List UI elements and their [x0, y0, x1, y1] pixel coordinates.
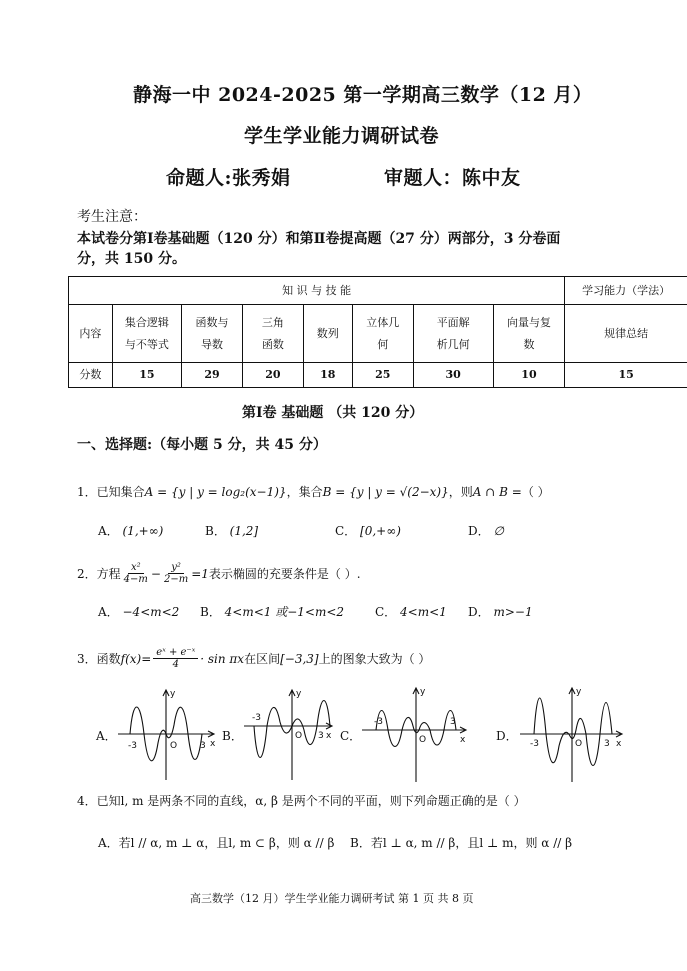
axis-label-x: x [460, 735, 466, 745]
q3-option-a[interactable]: A． [96, 729, 117, 743]
origin-label: O [575, 739, 583, 749]
page-footer: 高三数学（12 月）学生学业能力调研考试 第 1 页 共 8 页 [190, 892, 474, 905]
question-1: 1．已知集合A = {y | y = log₂(x−1)}，集合B = {y | y = √(2−x)}，则A ∩ B =（ ） [77, 485, 550, 499]
question-4: 4．已知l, m 是两条不同的直线，α, β 是两个不同的平面，则下列命题正确的是（ ） [77, 794, 526, 808]
axis-label-x: x [210, 739, 216, 749]
tick-pos3: 3 [318, 731, 324, 741]
exam-subtitle: 学生学业能力调研试卷 [244, 125, 440, 147]
axis-label-y: y [576, 687, 582, 697]
knowledge-skills-header: 知 识 与 技 能 [69, 277, 565, 305]
score-table [68, 276, 687, 388]
exam-title: 静海一中 2024-2025 第一学期高三数学（12 月） [133, 84, 593, 106]
ability-header: 学习能力（学法） [565, 277, 687, 305]
axis-label-y: y [170, 689, 176, 699]
q3-graph-b [244, 688, 336, 780]
score-cell: 18 [303, 363, 352, 388]
axis-label-y: y [420, 687, 426, 697]
axis-label-y: y [296, 689, 302, 699]
score-row-label: 分数 [69, 363, 113, 388]
axis-label-x: x [326, 731, 332, 741]
q4-option-b[interactable]: B．若l ⊥ α, m // β，且l ⊥ m，则 α // β [350, 836, 573, 850]
author-label: 命题人:张秀娟 [166, 167, 291, 189]
q2-option-b[interactable]: B． 4<m<1 或−1<m<2 [200, 605, 345, 619]
score-cell: 20 [242, 363, 303, 388]
q3-fraction: $\frac{\text{eˣ + e⁻ˣ}}{4}$ [153, 647, 198, 670]
notice-line-2: 分，共 150 分。 [77, 251, 186, 267]
q1-option-a[interactable]: A． (1,+∞) [98, 524, 164, 538]
question-3: 3． 函数 f(x)= $\frac{\text{eˣ + e⁻ˣ}}{4}$ · sin πx 在区间 [−3,3] 上的图象大致为（ ） [77, 647, 431, 670]
q1-option-c[interactable]: C． [0,+∞) [335, 524, 401, 538]
tick-pos3: 3 [604, 739, 610, 749]
origin-label: O [295, 731, 303, 741]
score-cell: 30 [413, 363, 493, 388]
q1-option-b[interactable]: B． (1,2] [205, 524, 259, 538]
notice-line-1: 本试卷分第Ⅰ卷基础题（120 分）和第Ⅱ卷提高题（27 分）两部分，3 分卷面 [77, 231, 561, 247]
volume-title: 第Ⅰ卷 基础题 （共 120 分） [242, 405, 424, 421]
score-cell: 29 [182, 363, 243, 388]
q3-option-d[interactable]: D． [496, 729, 518, 743]
q3-graph-d [520, 686, 626, 782]
reviewer-label: 审题人：陈中友 [384, 167, 521, 189]
q3-option-c[interactable]: C． [340, 729, 362, 743]
q2-option-a[interactable]: A． −4<m<2 [98, 605, 180, 619]
part-title: 一、选择题:（每小题 5 分，共 45 分） [77, 437, 327, 453]
q3-graph-a [118, 688, 218, 780]
notice-label: 考生注意： [77, 209, 147, 225]
content-row-label: 内容 [69, 305, 113, 363]
q3-graph-c [362, 686, 470, 782]
q1-option-d[interactable]: D． ∅ [468, 524, 504, 538]
origin-label: O [419, 735, 427, 745]
score-cell: 25 [352, 363, 413, 388]
q3-option-b[interactable]: B． [222, 729, 243, 743]
col-rule-summary: 规律总结 [565, 305, 687, 363]
tick-neg3: -3 [530, 739, 539, 749]
q2-fraction-1: x² 4−m [123, 562, 148, 585]
tick-pos3: 3 [450, 717, 456, 727]
tick-neg3: -3 [128, 741, 137, 751]
col-solid-geometry: 立体几 何 [352, 305, 413, 363]
col-trig: 三角 函数 [242, 305, 303, 363]
tick-neg3: -3 [252, 713, 261, 723]
score-cell: 10 [493, 363, 565, 388]
score-cell: 15 [112, 363, 181, 388]
col-function: 函数与 导数 [182, 305, 243, 363]
col-sequence: 数列 [303, 305, 352, 363]
axis-label-x: x [616, 739, 622, 749]
tick-neg3: -3 [374, 717, 383, 727]
col-set-logic: 集合逻辑 与不等式 [112, 305, 181, 363]
question-2: 2． 方程 x² 4−m − $\frac{\text{y²}}{2-m}$ =1 表示椭圆的充要条件是（ ）. [77, 562, 361, 585]
q2-option-c[interactable]: C． 4<m<1 [375, 605, 447, 619]
col-analytic-geometry: 平面解 析几何 [413, 305, 493, 363]
q4-option-a[interactable]: A．若l // α, m ⊥ α，且l, m ⊂ β，则 α // β [98, 836, 335, 850]
q2-fraction-2: $\frac{\text{y²}}{2-m}$ [163, 562, 189, 585]
tick-pos3: 3 [200, 741, 206, 751]
col-vector-complex: 向量与复 数 [493, 305, 565, 363]
origin-label: O [170, 741, 178, 751]
score-cell: 15 [565, 363, 687, 388]
q2-option-d[interactable]: D． m>−1 [468, 605, 533, 619]
